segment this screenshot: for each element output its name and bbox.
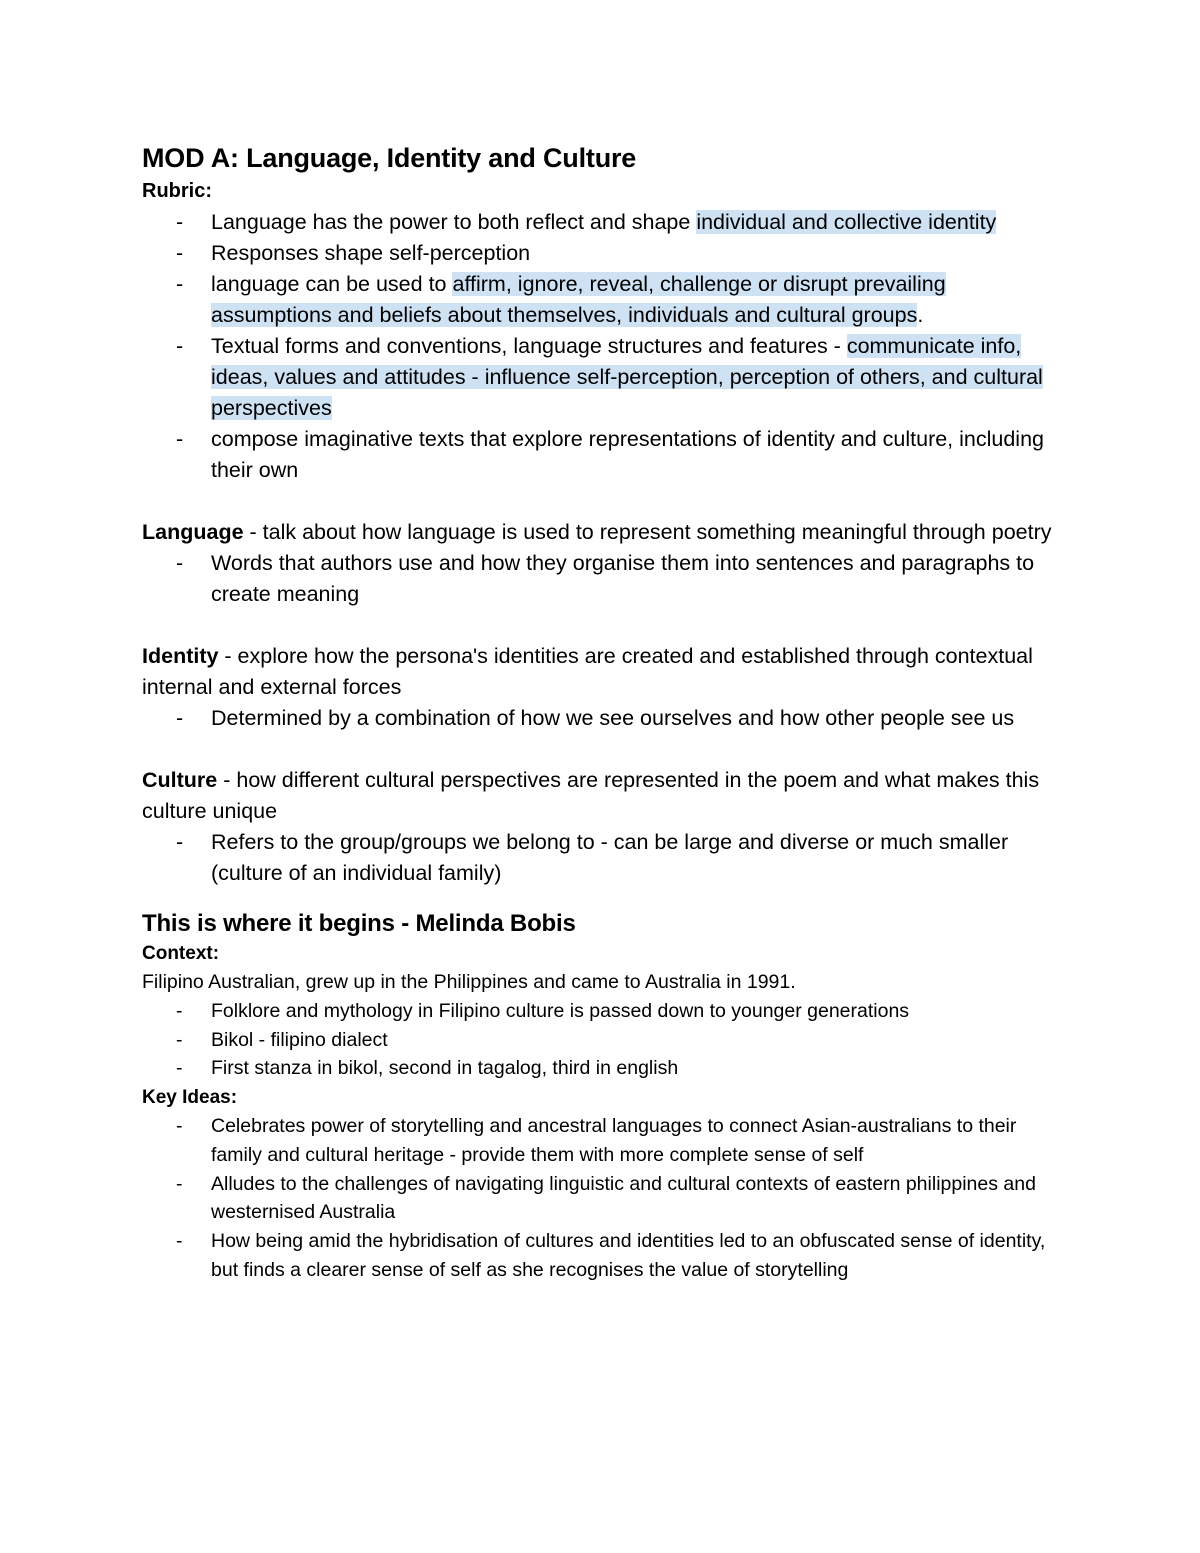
- list-item: - How being amid the hybridisation of cultures and identities led to an obfuscated sense of identity, but finds a clearer sense of self as she recognises the value of storytelling: [142, 1227, 1072, 1284]
- list-item: - Determined by a combination of how we see ourselves and how other people see us: [142, 703, 1072, 734]
- context-list: [142, 997, 1072, 1083]
- culture-list: [142, 827, 1072, 889]
- page-title: MOD A: Language, Identity and Culture: [142, 143, 637, 173]
- culture-definition: Culture - how different cultural perspectives are represented in the poem and what makes this culture unique: [142, 768, 1040, 823]
- identity-definition: Identity - explore how the persona's identities are created and established through contextual internal and external forces: [142, 644, 1033, 699]
- identity-term: Identity: [142, 644, 219, 668]
- language-list: [142, 548, 1072, 610]
- list-item: - language can be used to affirm, ignore, reveal, challenge or disrupt prevailing assumptions and beliefs about themselves, individuals and cultural groups.: [142, 269, 1072, 331]
- list-item: - Folklore and mythology in Filipino culture is passed down to younger generations: [142, 997, 1072, 1026]
- identity-list: [142, 703, 1072, 734]
- poem-heading: This is where it begins - Melinda Bobis: [142, 910, 576, 937]
- language-definition: Language - talk about how language is used to represent something meaningful through poetry: [142, 520, 1052, 544]
- context-text: Filipino Australian, grew up in the Philippines and came to Australia in 1991.: [142, 971, 796, 993]
- rubric-label: Rubric:: [142, 180, 212, 202]
- document-page: [142, 140, 1072, 1284]
- highlighted-text: communicate info, ideas, values and attitudes - influence self-perception, perception of others, and cultural perspectives: [211, 334, 1043, 420]
- highlighted-text: affirm, ignore, reveal, challenge or disrupt prevailing assumptions and beliefs about themselves, individuals and cultural groups: [211, 272, 946, 327]
- list-item: - Language has the power to both reflect and shape individual and collective identity: [142, 207, 1072, 238]
- list-item: - Celebrates power of storytelling and ancestral languages to connect Asian-australians to their family and cultural heritage - provide them with more complete sense of self: [142, 1112, 1072, 1169]
- list-item: - Words that authors use and how they organise them into sentences and paragraphs to create meaning: [142, 548, 1072, 610]
- language-term: Language: [142, 520, 244, 544]
- list-item: - First stanza in bikol, second in tagalog, third in english: [142, 1054, 1072, 1083]
- context-label: Context:: [142, 943, 220, 964]
- key-ideas-list: [142, 1112, 1072, 1284]
- list-item: - Alludes to the challenges of navigating linguistic and cultural contexts of eastern philippines and westernised Australia: [142, 1170, 1072, 1227]
- list-item: - Responses shape self-perception: [142, 238, 1072, 269]
- list-item: - Textual forms and conventions, language structures and features - communicate info, ideas, values and attitudes - influence self-perception, perception of others, and cultural perspectives: [142, 331, 1072, 424]
- rubric-list: [142, 207, 1072, 486]
- list-item: - Refers to the group/groups we belong to - can be large and diverse or much smaller (culture of an individual family): [142, 827, 1072, 889]
- list-item: - compose imaginative texts that explore representations of identity and culture, including their own: [142, 424, 1072, 486]
- highlighted-text: individual and collective identity: [696, 210, 997, 234]
- culture-term: Culture: [142, 768, 218, 792]
- key-ideas-label: Key Ideas:: [142, 1087, 238, 1109]
- list-item: - Bikol - filipino dialect: [142, 1026, 1072, 1055]
